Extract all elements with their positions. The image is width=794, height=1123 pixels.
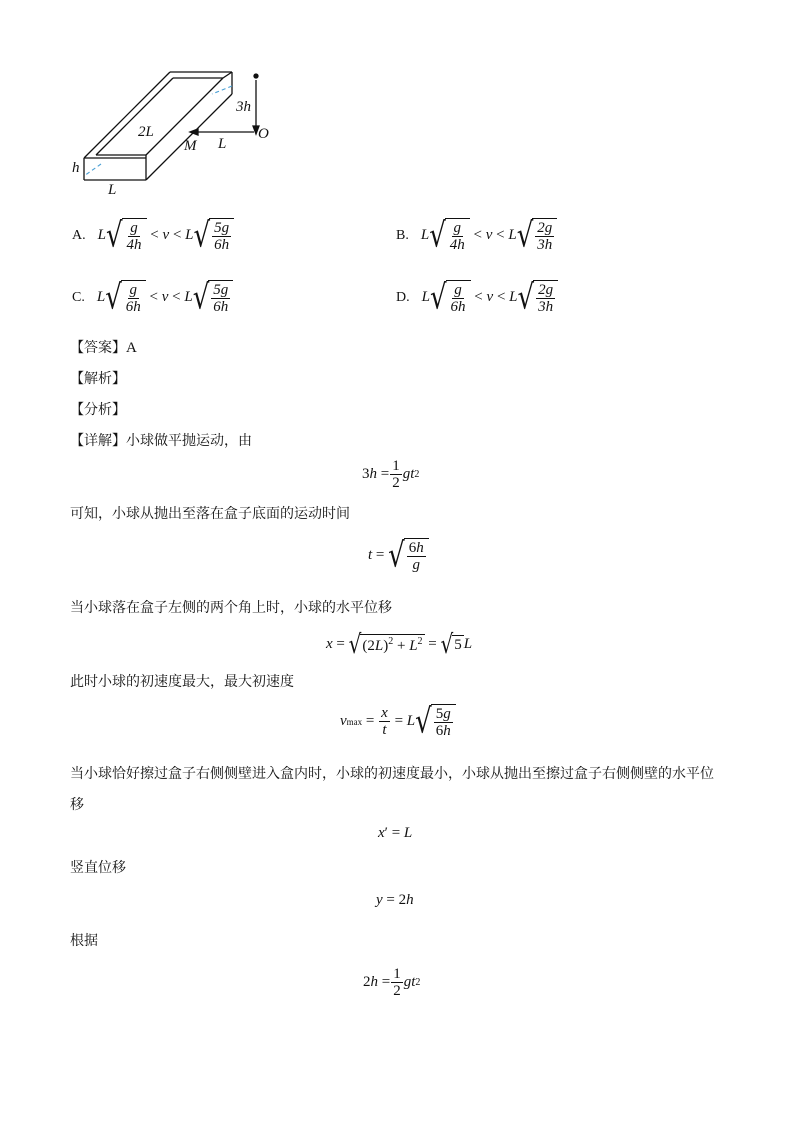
label-3h: 3h [236, 99, 251, 115]
option-b[interactable]: B. L √ $\frac{g}{4h}$ < v < L √ $\frac{2g}{3h}$ [396, 218, 557, 253]
label-L-bottom: L [108, 182, 117, 198]
box-edge [96, 78, 173, 155]
option-label: D. [396, 289, 410, 305]
option-label: A. [72, 227, 86, 243]
detail-p6: 竖直位移 [70, 860, 126, 876]
detail-tag: 【详解】 [70, 433, 126, 449]
label-M: M [184, 138, 197, 154]
equation-1: 3h = $\frac{1}{2}$ gt 2 [362, 458, 420, 491]
dashed-line [212, 86, 232, 94]
detail-p5a: 当小球恰好擦过盒子右侧侧壁进入盒内时，小球的初速度最小，小球从抛出至擦过盒子右侧侧壁的水平位 [70, 766, 714, 782]
detail-p2: 可知，小球从抛出至落在盒子底面的运动时间 [70, 506, 350, 522]
box-diagram [66, 66, 286, 202]
detail-p7: 根据 [70, 933, 98, 949]
answer-line [70, 338, 137, 358]
option-a[interactable]: A. L √ $\frac{g}{4h}$ < v < L √ $\frac{5g}{6h}$ [72, 218, 234, 253]
equation-5: x ′ = L [378, 825, 413, 841]
detail-p1 [70, 431, 252, 451]
detail-p3: 当小球落在盒子左侧的两个角上时，小球的水平位移 [70, 600, 392, 616]
label-O: O [258, 126, 269, 142]
box-edge [223, 72, 232, 78]
ball-point [254, 74, 258, 78]
option-label: B. [396, 227, 409, 243]
label-L-arrow: L [218, 136, 227, 152]
option-label: C. [72, 289, 85, 305]
dashed-line [84, 164, 101, 176]
option-d[interactable]: D. L √ $\frac{g}{6h}$ < v < L √ $\frac{2g}{3h}$ [396, 280, 558, 315]
fenxi-tag: 【分析】 [70, 402, 126, 418]
label-h: h [72, 160, 80, 176]
option-c[interactable]: C. L √ $\frac{g}{6h}$ < v < L √ $\frac{5g}{6h}$ [72, 280, 233, 315]
detail-text: 小球做平抛运动，由 [126, 433, 252, 449]
equation-4: v max = $\frac{x}{t}$ = L √ $\frac{5g}{6h}$ [340, 704, 456, 739]
analysis-tag: 【解析】 [70, 371, 126, 387]
detail-p5b: 移 [70, 797, 84, 813]
box-edge [84, 72, 170, 158]
answer-tag: 【答案】 [70, 340, 126, 356]
equation-2: t = √ $\frac{6h}{g}$ [368, 538, 429, 573]
detail-p4: 此时小球的初速度最大，最大初速度 [70, 674, 294, 690]
equation-6: y = 2 h [376, 892, 414, 908]
answer-value: A [126, 340, 137, 356]
label-2L: 2L [138, 124, 154, 140]
equation-7: 2h = $\frac{1}{2}$ gt 2 [363, 966, 421, 999]
equation-3: x = √ $(2L)^2 + L^2$ = √ 5 L [326, 628, 473, 660]
